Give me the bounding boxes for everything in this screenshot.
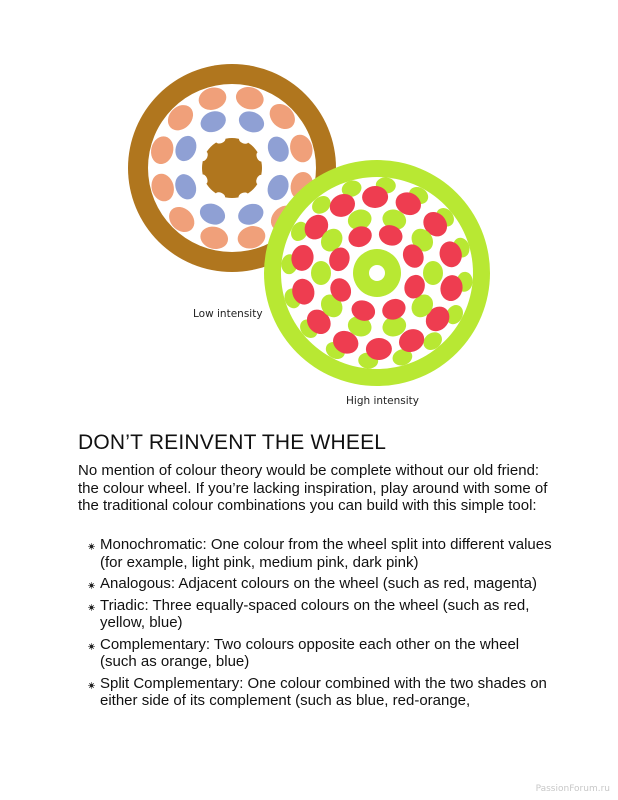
list-item-text: Split Complementary: One colour combined with the two shades on either side of its complement (such as blue, red-orange, [100, 674, 547, 709]
sun-bullet-icon [88, 643, 95, 650]
sun-bullet-icon [88, 682, 95, 689]
sun-bullet-icon [88, 604, 95, 611]
sun-bullet-icon [88, 543, 95, 550]
list-item-text: Triadic: Three equally-spaced colours on the wheel (such as red, yellow, blue) [100, 596, 530, 631]
list-item-text: Monochromatic: One colour from the wheel split into different values (for example, light pink, medium pink, dark pink) [100, 536, 552, 571]
list-item [88, 536, 558, 571]
list-item-text: Complementary: Two colours opposite each other on the wheel (such as orange, blue) [100, 635, 520, 670]
high-intensity-motif [264, 160, 490, 386]
colour-combinations-list [88, 536, 558, 714]
caption-low-intensity: Low intensity [193, 308, 263, 320]
sun-bullet-icon [88, 582, 95, 589]
list-item [88, 575, 558, 593]
intro-paragraph: No mention of colour theory would be complete without our old friend: the colour wheel. If you’re lacking inspiration, play around with some of the traditional colour combinations you can build with this simple tool: [78, 462, 548, 514]
watermark: PassionForum.ru [535, 784, 610, 794]
crochet-motifs-illustration [100, 60, 520, 420]
list-item [88, 675, 558, 710]
list-item [88, 636, 558, 671]
section-heading: DON’T REINVENT THE WHEEL [78, 431, 387, 454]
list-item [88, 597, 558, 632]
list-item-text: Analogous: Adjacent colours on the wheel (such as red, magenta) [100, 575, 537, 592]
caption-high-intensity: High intensity [346, 395, 419, 407]
crochet-squares-photo [100, 60, 520, 420]
